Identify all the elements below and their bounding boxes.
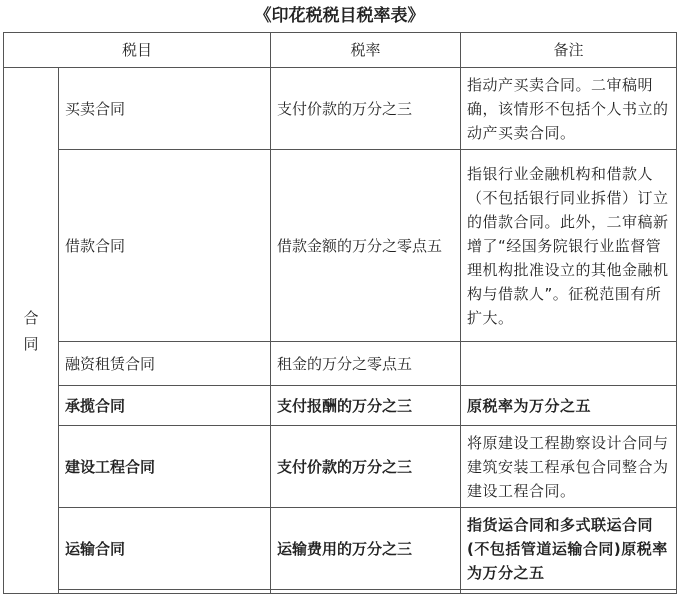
row-rate: 借款金额的万分之零点五 xyxy=(271,150,461,342)
table-row xyxy=(4,150,677,342)
table-row xyxy=(4,426,677,508)
row-rate: 租金的万分之零点五 xyxy=(271,342,461,386)
table-row xyxy=(4,386,677,426)
table-row xyxy=(4,342,677,386)
header-rate: 税率 xyxy=(271,33,461,68)
header-item: 税目 xyxy=(4,33,271,68)
row-note: 指银行业金融机构和借款人（不包括银行同业拆借）订立的借款合同。此外，二审稿新增了“经国务院银行业监督管理机构批准设立的其他金融机构与借款人”。征税范围有所扩大。 xyxy=(461,150,677,342)
row-note: 将原建设工程勘察设计合同与建筑安装工程承包合同整合为建设工程合同。 xyxy=(461,426,677,508)
row-note: 原税率为万分之五 xyxy=(461,386,677,426)
row-item: 借款合同 xyxy=(59,150,271,342)
group-label-contract: 合 同 xyxy=(4,68,59,594)
tax-rate-table xyxy=(3,32,677,594)
row-item: 承揽合同 xyxy=(59,386,271,426)
row-rate: 运输费用的万分之三 xyxy=(271,508,461,590)
row-note: 指动产买卖合同。二审稿明确，该情形不包括个人书立的动产买卖合同。 xyxy=(461,68,677,150)
header-note: 备注 xyxy=(461,33,677,68)
table-row xyxy=(4,508,677,590)
header-row xyxy=(4,33,677,68)
row-rate: 支付报酬的万分之三 xyxy=(271,386,461,426)
table-title: 《印花税税目税率表》 xyxy=(254,6,425,26)
row-item: 买卖合同 xyxy=(59,68,271,150)
table-row xyxy=(4,68,677,150)
row-note xyxy=(461,342,677,386)
row-item: 建设工程合同 xyxy=(59,426,271,508)
row-rate: 支付价款的万分之三 xyxy=(271,426,461,508)
row-item: 融资租赁合同 xyxy=(59,342,271,386)
row-note: 指货运合同和多式联运合同(不包括管道运输合同)原税率为万分之五 xyxy=(461,508,677,590)
row-item: 运输合同 xyxy=(59,508,271,590)
row-rate: 支付价款的万分之三 xyxy=(271,68,461,150)
table-row-cut xyxy=(4,590,677,594)
